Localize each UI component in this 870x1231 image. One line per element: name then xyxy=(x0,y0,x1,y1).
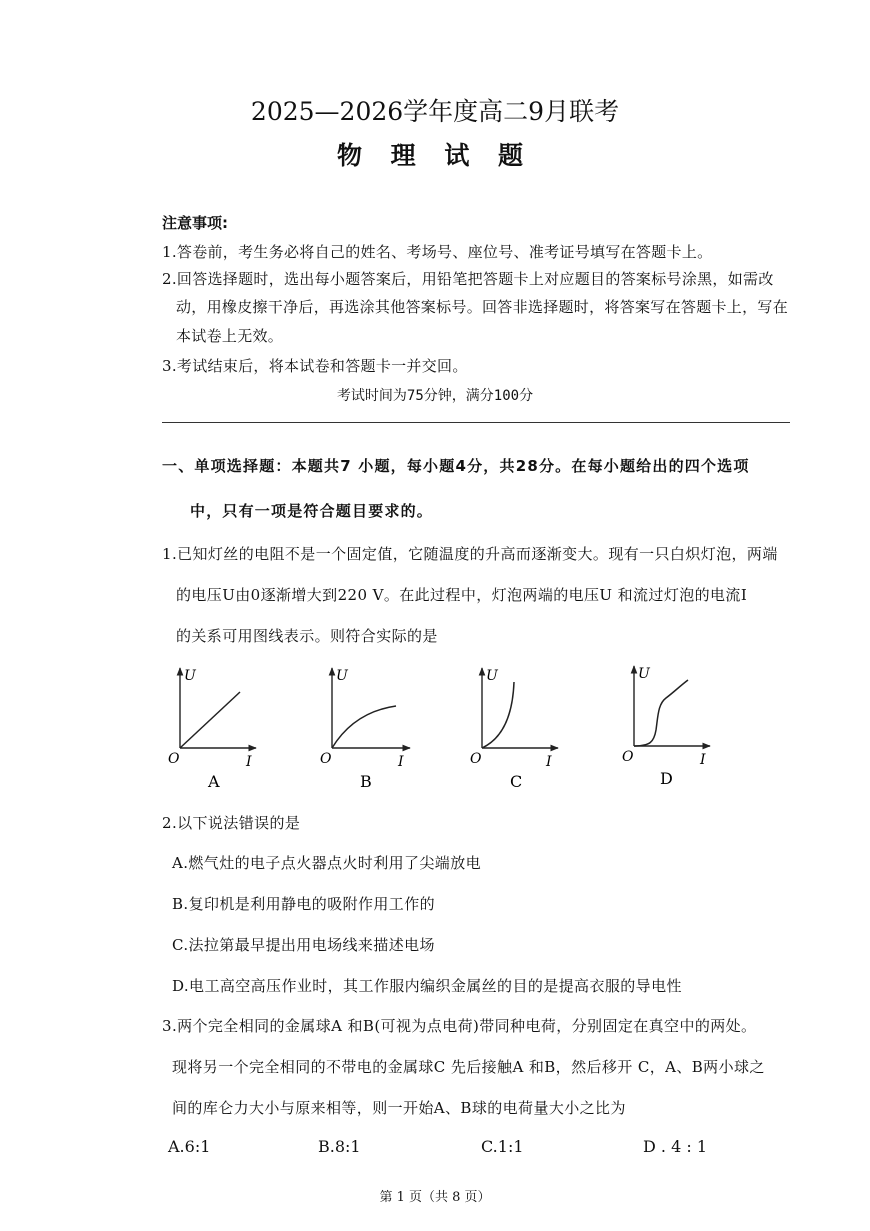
graph-d-y-label: U xyxy=(638,666,650,682)
graph-a-origin: O xyxy=(168,751,180,767)
graph-b-origin: O xyxy=(320,751,332,767)
q2-option-a[interactable]: A.燃气灶的电子点火器点火时利用了尖端放电 xyxy=(172,854,482,872)
graph-b-curve xyxy=(332,706,396,748)
q1-line-2: 的电压U由0逐渐增大到220 V。在此过程中，灯泡两端的电压U 和流过灯泡的电流I xyxy=(176,586,748,604)
notice-item-2-end: 本试卷上无效。 xyxy=(176,327,284,345)
notice-item-2: 2.回答选择题时，选出每小题答案后，用铅笔把答题卡上对应题目的答案标号涂黑，如需改 xyxy=(162,270,774,288)
graph-c-curve xyxy=(482,682,514,748)
notice-heading: 注意事项: xyxy=(162,214,228,232)
q3-option-c[interactable]: C.1:1 xyxy=(481,1137,524,1156)
section-heading: 一、单项选择题：本题共7 小题，每小题4分，共28分。在每小题给出的四个选项 xyxy=(162,457,750,475)
subject-title: 物 理 试 题 xyxy=(336,141,534,170)
graph-d[interactable] xyxy=(622,666,710,788)
q3-line-1: 3.两个完全相同的金属球A 和B(可视为点电荷)带同种电荷，分别固定在真空中的两处。 xyxy=(162,1017,757,1035)
exam-time: 考试时间为75分钟，满分100分 xyxy=(336,388,534,404)
q3-option-d[interactable]: D . 4 : 1 xyxy=(643,1137,708,1156)
exam-title: 2025—2026学年度高二9月联考 xyxy=(250,97,620,126)
q1-graphs xyxy=(160,660,720,800)
q3-option-b[interactable]: B.8:1 xyxy=(318,1137,361,1156)
q3-line-2: 现将另一个完全相同的不带电的金属球C 先后接触A 和B，然后移开 C，A、B两小球之 xyxy=(172,1058,765,1076)
graph-b[interactable] xyxy=(320,668,410,791)
q2-option-b[interactable]: B.复印机是利用静电的吸附作用工作的 xyxy=(172,895,435,913)
graph-b-x-label: I xyxy=(398,754,404,770)
graph-b-label: B xyxy=(360,772,372,791)
q2-option-c[interactable]: C.法拉第最早提出用电场线来描述电场 xyxy=(172,936,435,954)
graph-d-label: D xyxy=(660,769,673,788)
graph-a-curve xyxy=(180,692,240,748)
notice-item-2-cont: 动，用橡皮擦干净后，再选涂其他答案标号。回答非选择题时，将答案写在答题卡上，写在 xyxy=(176,298,789,316)
divider xyxy=(162,422,790,423)
graph-a-y-label: U xyxy=(184,668,196,684)
notice-item-3: 3.考试结束后，将本试卷和答题卡一并交回。 xyxy=(162,357,468,375)
graph-b-y-label: U xyxy=(336,668,348,684)
graph-d-x-label: I xyxy=(700,752,706,768)
graph-c-y-label: U xyxy=(486,668,498,684)
q1-line-1: 1.已知灯丝的电阻不是一个固定值，它随温度的升高而逐渐变大。现有一只白炽灯泡，两端 xyxy=(162,545,778,563)
graph-a[interactable] xyxy=(168,668,256,791)
section-heading-cont: 中，只有一项是符合题目要求的。 xyxy=(190,502,434,520)
graph-c-label: C xyxy=(510,772,523,791)
graph-a-label: A xyxy=(208,772,220,791)
q1-line-3: 的关系可用图线表示。则符合实际的是 xyxy=(176,627,438,645)
q2-stem: 2.以下说法错误的是 xyxy=(162,814,301,832)
graph-d-origin: O xyxy=(622,749,634,765)
graph-d-curve xyxy=(634,680,688,746)
q3-line-3: 间的库仑力大小与原来相等，则一开始A、B球的电荷量大小之比为 xyxy=(172,1099,626,1117)
q3-option-a[interactable]: A.6:1 xyxy=(168,1137,211,1156)
graph-c-x-label: I xyxy=(546,754,552,770)
graph-a-x-label: I xyxy=(246,754,252,770)
page-number: 第 1 页（共 8 页） xyxy=(379,1190,491,1205)
graph-c-origin: O xyxy=(470,751,482,767)
graph-c[interactable] xyxy=(470,668,558,791)
notice-item-1: 1.答卷前，考生务必将自己的姓名、考场号、座位号、准考证号填写在答题卡上。 xyxy=(162,243,713,261)
q2-option-d[interactable]: D.电工高空高压作业时，其工作服内编织金属丝的目的是提高衣服的导电性 xyxy=(172,977,682,995)
